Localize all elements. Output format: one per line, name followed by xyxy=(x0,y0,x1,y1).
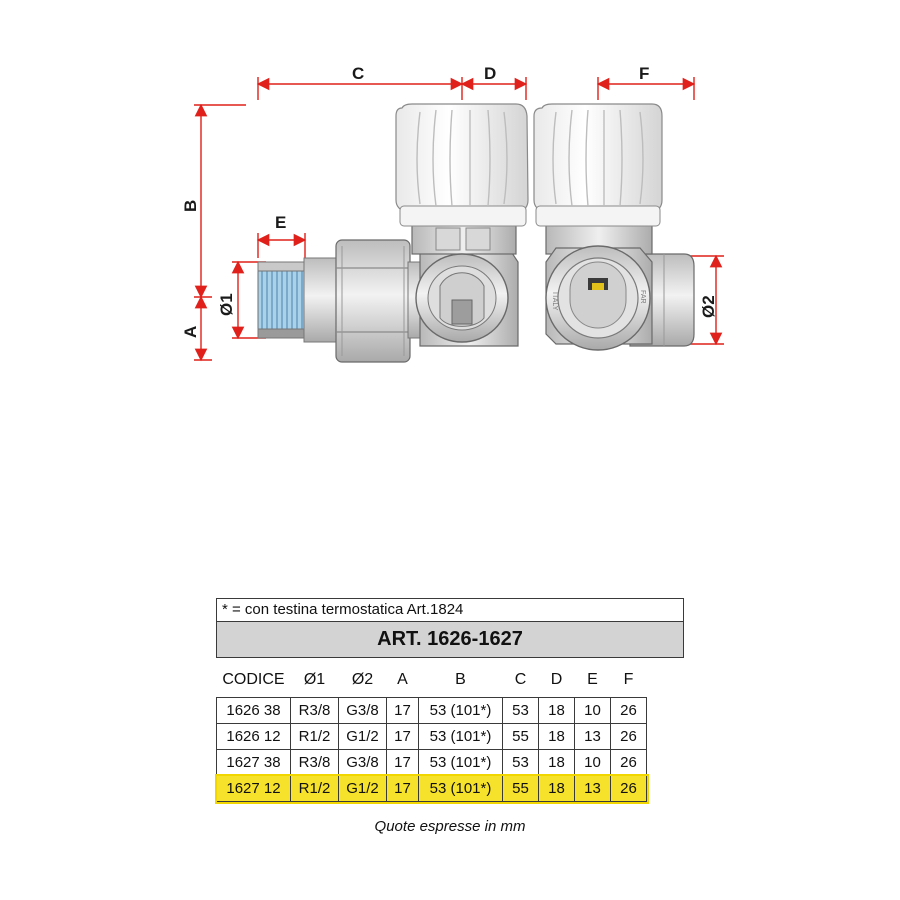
dimension-label-c: C xyxy=(352,64,365,83)
spec-header-row xyxy=(217,663,647,698)
cell-codice: 1626 12 xyxy=(217,724,291,750)
cell-a: 17 xyxy=(387,724,419,750)
cell-f: 26 xyxy=(611,698,647,724)
cell-phi1: R3/8 xyxy=(291,750,339,776)
cell-b: 53 (101*) xyxy=(419,724,503,750)
cell-phi1: R1/2 xyxy=(291,776,339,802)
col-header-f: F xyxy=(623,671,634,688)
dimension-label-d: D xyxy=(484,64,497,83)
cell-codice: 1627 12 xyxy=(217,776,291,802)
valve-technical-drawing xyxy=(0,0,900,420)
tail-sleeve xyxy=(304,258,338,342)
cell-f: 26 xyxy=(611,750,647,776)
dimension-label-a: A xyxy=(181,325,200,338)
col-header-phi2: Ø2 xyxy=(351,671,374,688)
cell-phi2: G3/8 xyxy=(339,698,387,724)
col-header-e: E xyxy=(587,671,598,688)
col-header-codice: CODICE xyxy=(222,671,285,688)
union-nut xyxy=(336,240,410,362)
spec-table-block xyxy=(216,598,684,802)
col-header-a: A xyxy=(397,671,408,688)
spec-title: ART. 1626-1627 xyxy=(216,622,684,658)
col-header-c: C xyxy=(514,671,527,688)
cell-d: 18 xyxy=(539,724,575,750)
col-header-b: B xyxy=(455,671,466,688)
cell-b: 53 (101*) xyxy=(419,698,503,724)
cell-e: 13 xyxy=(575,724,611,750)
units-note: Quote espresse in mm xyxy=(374,818,526,835)
cell-e: 10 xyxy=(575,698,611,724)
dimension-label-f: F xyxy=(639,64,650,83)
cell-d: 18 xyxy=(539,776,575,802)
cell-a: 17 xyxy=(387,750,419,776)
table-row-highlighted xyxy=(217,776,647,802)
cell-codice: 1626 38 xyxy=(217,698,291,724)
valve-side-view xyxy=(258,104,528,362)
cell-b: 53 (101*) xyxy=(419,776,503,802)
valve-front-view xyxy=(534,104,694,350)
cell-a: 17 xyxy=(387,776,419,802)
spec-note: * = con testina termostatica Art.1824 xyxy=(216,598,684,622)
spec-table xyxy=(216,663,647,802)
cell-f: 26 xyxy=(611,776,647,802)
cell-e: 10 xyxy=(575,750,611,776)
cell-f: 26 xyxy=(611,724,647,750)
table-row xyxy=(217,750,647,776)
dimension-label-e: E xyxy=(275,213,287,232)
cell-a: 17 xyxy=(387,698,419,724)
table-row xyxy=(217,724,647,750)
cell-c: 53 xyxy=(503,698,539,724)
cell-codice: 1627 38 xyxy=(217,750,291,776)
indicator-mark xyxy=(592,283,604,290)
cell-phi1: R3/8 xyxy=(291,698,339,724)
cell-c: 55 xyxy=(503,776,539,802)
cell-b: 53 (101*) xyxy=(419,750,503,776)
cell-phi1: R1/2 xyxy=(291,724,339,750)
body-marking-italy: ITALY xyxy=(551,292,558,311)
cell-phi2: G3/8 xyxy=(339,750,387,776)
handwheel-cap-front xyxy=(534,104,662,226)
cell-c: 55 xyxy=(503,724,539,750)
cell-d: 18 xyxy=(539,698,575,724)
cell-phi2: G1/2 xyxy=(339,724,387,750)
col-header-phi1: Ø1 xyxy=(303,671,326,688)
cell-d: 18 xyxy=(539,750,575,776)
dimension-label-b: B xyxy=(181,199,200,212)
threaded-tail xyxy=(258,262,305,338)
cell-phi2: G1/2 xyxy=(339,776,387,802)
dimension-label-phi1: Ø1 xyxy=(217,293,236,316)
handwheel-cap xyxy=(396,104,528,226)
col-header-d: D xyxy=(550,671,563,688)
table-row xyxy=(217,698,647,724)
dimension-label-phi2: Ø2 xyxy=(699,295,718,318)
cell-e: 13 xyxy=(575,776,611,802)
cell-c: 53 xyxy=(503,750,539,776)
body-marking-far: FAR xyxy=(639,290,646,304)
